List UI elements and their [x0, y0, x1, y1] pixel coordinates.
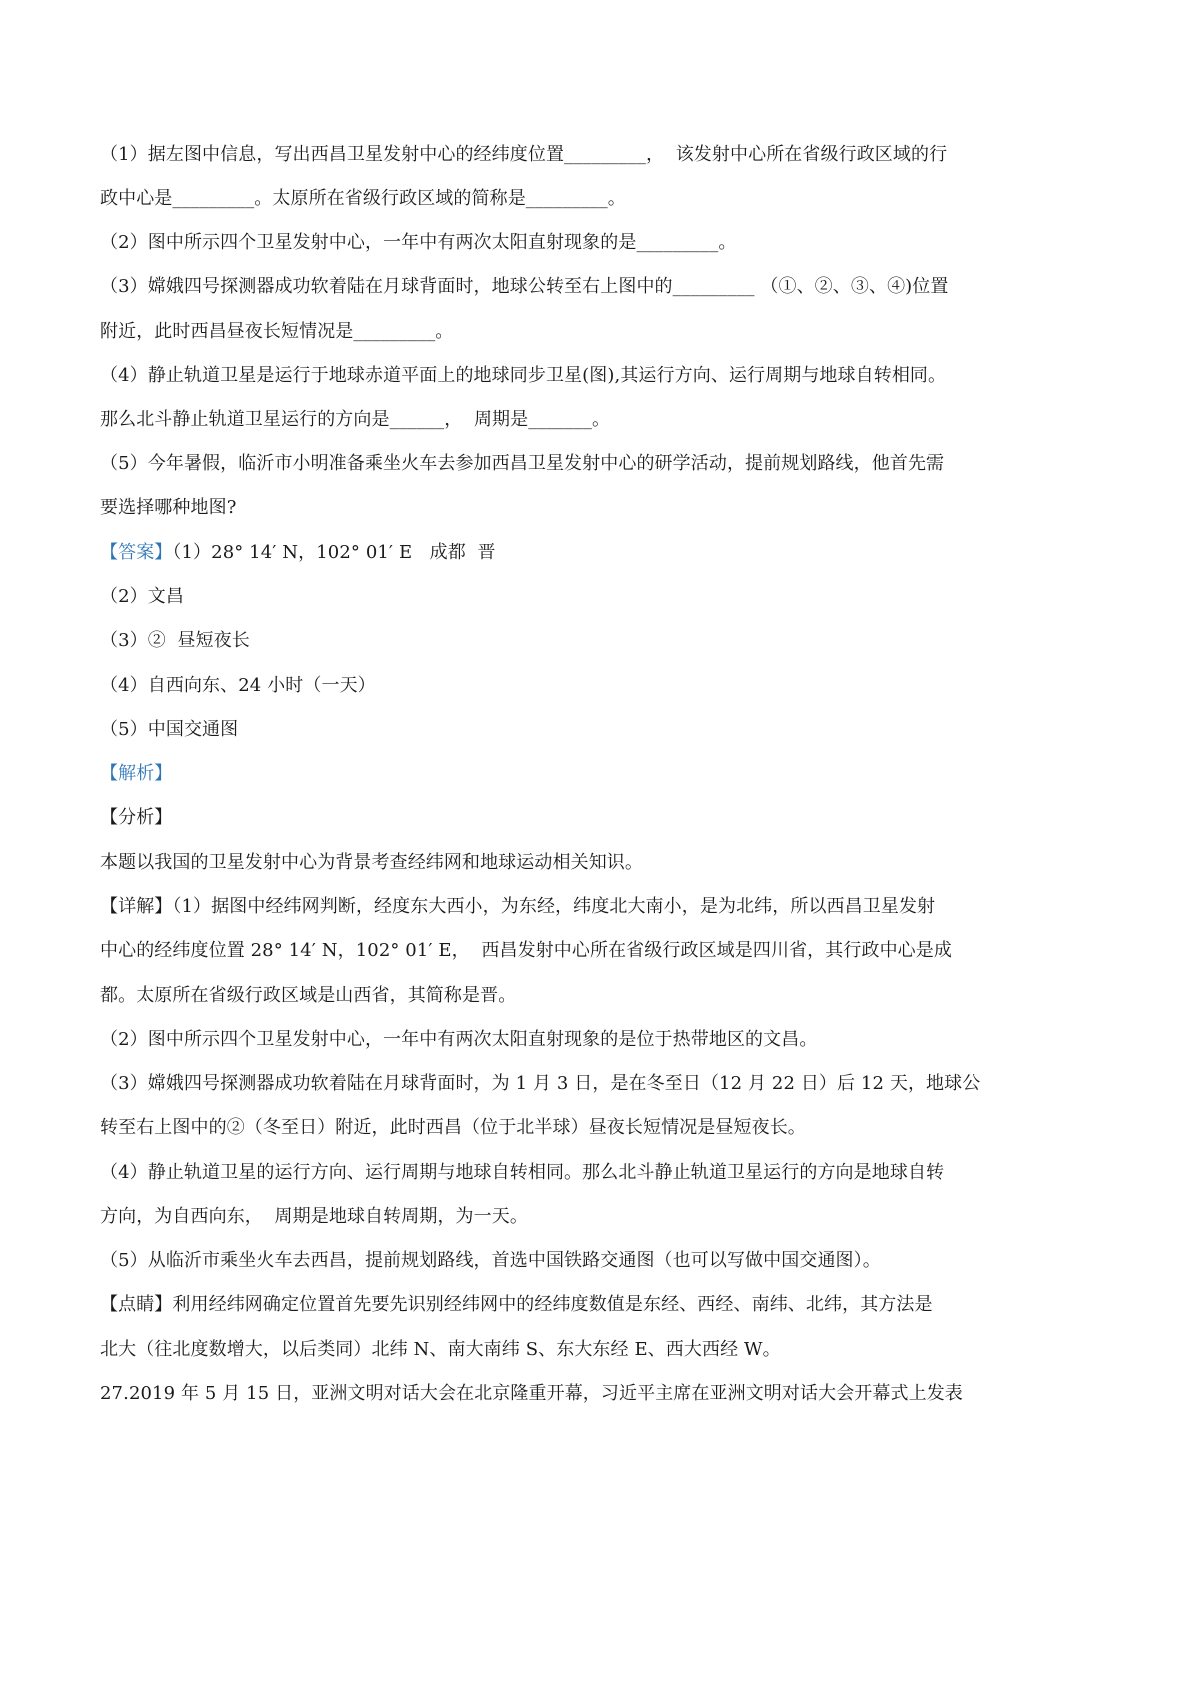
- answer-1: （1）28° 14′ N，102° 01′ E 成都 晋: [172, 542, 496, 563]
- answer-4: （4）自西向东、24 小时（一天）: [100, 675, 376, 696]
- detail-3-line-2: 转至右上图中的②（冬至日）附近，此时西昌（位于北半球）昼夜长短情况是昼短夜长。: [100, 1117, 806, 1138]
- next-question: [100, 1382, 963, 1406]
- answer-tag: 【答案】: [100, 542, 173, 563]
- question-2: （2）图中所示四个卫星发射中心，一年中有两次太阳直射现象的是_________。: [100, 232, 737, 253]
- detail-4-line-1: （4）静止轨道卫星的运行方向、运行周期与地球自转相同。那么北斗静止轨道卫星运行的方向是地球自转: [100, 1162, 945, 1183]
- detail-3-line-1: （3）嫦娥四号探测器成功软着陆在月球背面时，为 1 月 3 日，是在冬至日（12 月 22 日）后 12 天，地球公: [100, 1073, 981, 1094]
- question-3-line-1: （3）嫦娥四号探测器成功软着陆在月球背面时，地球公转至右上图中的_________ （①、②、③、④)位置: [100, 276, 949, 297]
- detail-1-line-2: 中心的经纬度位置 28° 14′ N，102° 01′ E， 西昌发射中心所在省级行政区域是四川省，其行政中心是成: [100, 940, 952, 961]
- detail-4-line-2: 方向，为自西向东， 周期是地球自转周期，为一天。: [100, 1206, 528, 1227]
- question-4-line-2: 那么北斗静止轨道卫星运行的方向是______， 周期是_______。: [100, 409, 611, 430]
- answer-3: （3）② 昼短夜长: [100, 630, 250, 651]
- answer-line-1: [100, 541, 496, 565]
- question-5-line-1: （5）今年暑假，临沂市小明准备乘坐火车去参加西昌卫星发射中心的研学活动，提前规划路线，他首先需: [100, 453, 945, 474]
- fenxi-text: 本题以我国的卫星发射中心为背景考查经纬网和地球运动相关知识。: [100, 852, 643, 873]
- answer-5: （5）中国交通图: [100, 719, 239, 740]
- jiexi-tag: 【解析】: [100, 763, 173, 784]
- detail-2: （2）图中所示四个卫星发射中心，一年中有两次太阳直射现象的是位于热带地区的文昌。: [100, 1029, 818, 1050]
- xiangjie-tag: 【详解】: [100, 896, 173, 917]
- detail-1-line-1: [100, 895, 935, 919]
- detail-1-line-3: 都。太原所在省级行政区域是山西省，其简称是晋。: [100, 985, 517, 1006]
- dianjing-tag: 【点睛】: [100, 1294, 173, 1315]
- dianjing-line-2: 北大（往北度数增大，以后类同）北纬 N、南大南纬 S、东大东经 E、西大西经 W。: [100, 1339, 781, 1360]
- dianjing-text: 利用经纬网确定位置首先要先识别经纬网中的经纬度数值是东经、西经、南纬、北纬，其方法是: [172, 1294, 933, 1315]
- detail-5: （5）从临沂市乘坐火车去西昌，提前规划路线，首选中国铁路交通图（也可以写做中国交通图）。: [100, 1250, 881, 1271]
- question-5-line-2: 要选择哪种地图?: [100, 497, 237, 518]
- question-4-line-1: （4）静止轨道卫星是运行于地球赤道平面上的地球同步卫星(图),其运行方向、运行周期与地球自转相同。: [100, 365, 947, 386]
- question-3-line-2: 附近，此时西昌昼夜长短情况是_________。: [100, 321, 454, 342]
- question-number: 27.: [100, 1383, 129, 1404]
- question-27-text: 2019 年 5 月 15 日，亚洲文明对话大会在北京隆重开幕，习近平主席在亚洲文明对话大会开幕式上发表: [128, 1383, 963, 1404]
- fenxi-tag: 【分析】: [100, 807, 173, 828]
- answer-2: （2）文昌: [100, 586, 184, 607]
- question-1-line-2: 政中心是_________。太原所在省级行政区域的简称是_________。: [100, 188, 626, 209]
- dianjing-line-1: [100, 1293, 933, 1317]
- detail-1-text: （1）据图中经纬网判断，经度东大西小，为东经，纬度北大南小，是为北纬，所以西昌卫星发射: [172, 896, 936, 917]
- question-1-line-1: （1）据左图中信息，写出西昌卫星发射中心的经纬度位置_________， 该发射中心所在省级行政区域的行: [100, 144, 948, 165]
